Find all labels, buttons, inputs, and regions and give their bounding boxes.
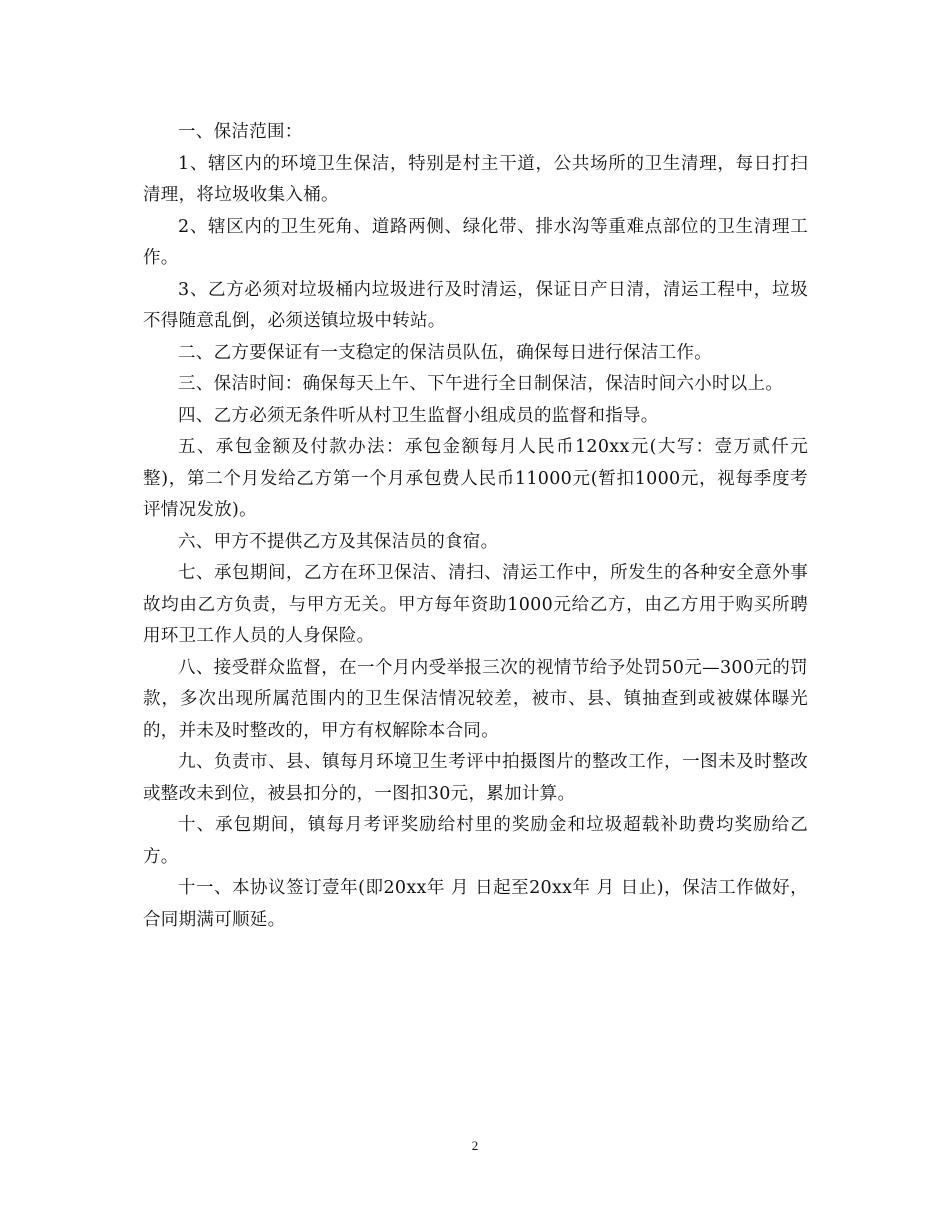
clause-paragraph: 八、接受群众监督，在一个月内受举报三次的视情节给予处罚50元—300元的罚款，多次出现所属范围内的卫生保洁情况较差，被市、县、镇抽查到或被媒体曝光的，并未及时整改的，甲方有权解除本合同。 bbox=[143, 657, 808, 741]
clause-paragraph: 3、乙方必须对垃圾桶内垃圾进行及时清运，保证日产日清，清运工程中，垃圾不得随意乱倒，必须送镇垃圾中转站。 bbox=[143, 279, 808, 331]
clause-paragraph: 七、承包期间，乙方在环卫保洁、清扫、清运工作中，所发生的各种安全意外事故均由乙方负责，与甲方无关。甲方每年资助1000元给乙方，由乙方用于购买所聘用环卫工作人员的人身保险。 bbox=[143, 563, 808, 646]
clause-paragraph: 四、乙方必须无条件听从村卫生监督小组成员的监督和指导。 bbox=[178, 405, 659, 426]
clause-paragraph: 2、辖区内的卫生死角、道路两侧、绿化带、排水沟等重难点部位的卫生清理工作。 bbox=[143, 216, 808, 268]
page-number: 2 bbox=[471, 1138, 479, 1153]
clause-paragraph: 二、乙方要保证有一支稳定的保洁员队伍，确保每日进行保洁工作。 bbox=[178, 342, 712, 363]
clause-paragraph: 九、负责市、县、镇每月环境卫生考评中拍摄图片的整改工作，一图未及时整改或整改未到位，被县扣分的，一图扣30元，累加计算。 bbox=[143, 752, 808, 804]
clause-paragraph: 十一、本协议签订壹年(即20xx年 月 日起至20xx年 月 日止)，保洁工作做好，合同期满可顺延。 bbox=[143, 878, 808, 930]
clause-paragraph: 1、辖区内的环境卫生保洁，特别是村主干道，公共场所的卫生清理，每日打扫清理，将垃圾收集入桶。 bbox=[143, 153, 808, 205]
clause-paragraph: 三、保洁时间：确保每天上午、下午进行全日制保洁，保洁时间六小时以上。 bbox=[178, 374, 784, 394]
clause-paragraph: 六、甲方不提供乙方及其保洁员的食宿。 bbox=[178, 531, 499, 552]
clause-paragraph: 十、承包期间，镇每月考评奖励给村里的奖励金和垃圾超载补助费均奖励给乙方。 bbox=[143, 815, 808, 867]
document-body bbox=[143, 117, 808, 936]
clause-paragraph: 五、承包金额及付款办法：承包金额每月人民币120xx元(大写：壹万贰仟元整)，第二个月发给乙方第一个月承包费人民币11000元(暂扣1000元，视每季度考评情况发放)。 bbox=[143, 437, 808, 520]
section-heading-scope: 一、保洁范围： bbox=[178, 122, 303, 142]
